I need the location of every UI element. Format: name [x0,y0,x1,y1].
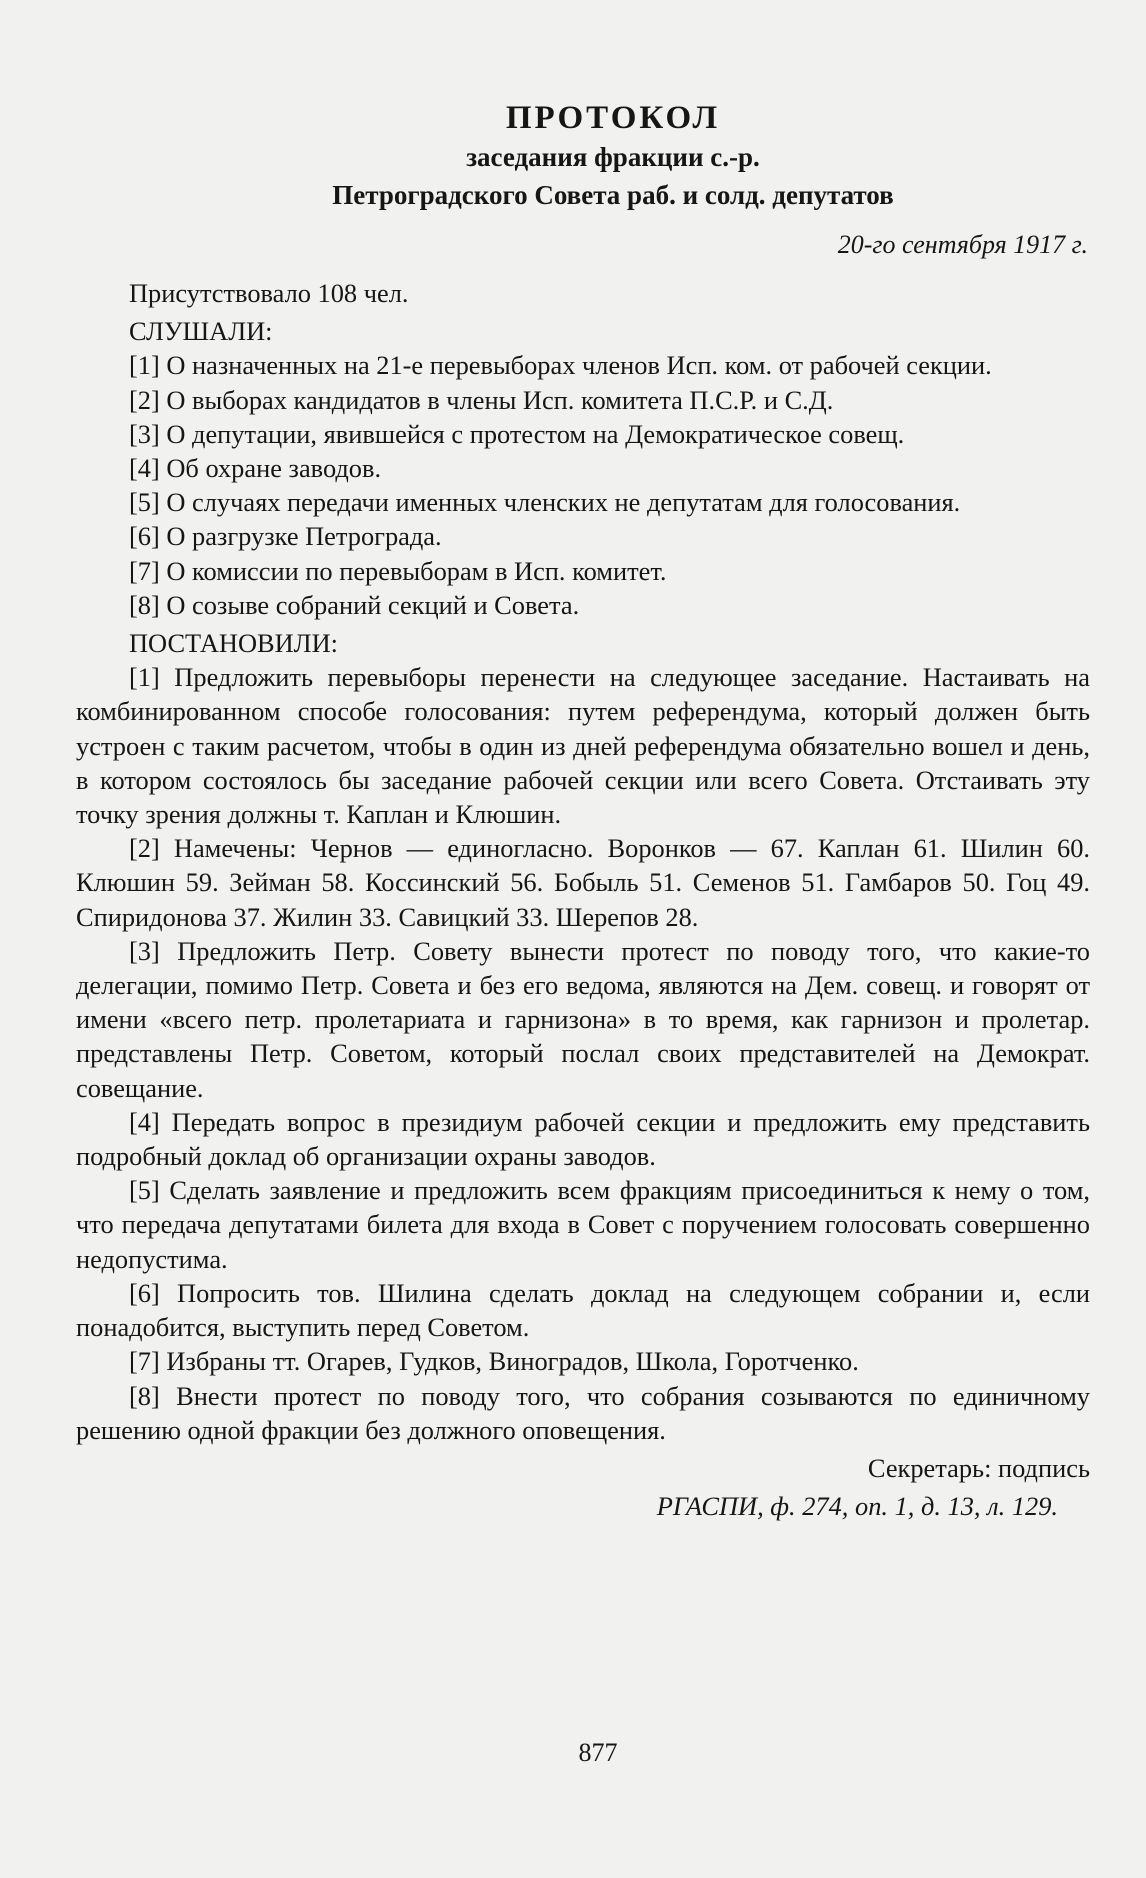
heard-item: [5] О случаях передачи именных членских не депутатам для голосования. [129,487,961,518]
document-subtitle-line-1: заседания фракции с.-р. [466,142,760,172]
heard-item: [4] Об охране заводов. [129,453,382,484]
secretary-signature: Секретарь: подпись [867,1452,1090,1483]
heard-heading: СЛУШАЛИ: [129,316,273,347]
heard-item: [1] О назначенных на 21-е перевыборах членов Исп. ком. от рабочей секции. [129,350,992,381]
resolved-item: [4] Передать вопрос в президиум рабочей секции и предложить ему представить подробный доклад об организации охраны заводов. [76,1106,1090,1172]
heard-item: [7] О комиссии по перевыборам в Исп. комитет. [129,555,667,586]
resolved-heading: ПОСТАНОВИЛИ: [129,628,338,659]
document-subtitle-line-2: Петроградского Совета раб. и солд. депутатов [332,180,894,210]
resolved-item: [2] Намечены: Чернов — единогласно. Воронков — 67. Каплан 61. Шилин 60. Клюшин 59. Зейман 58. Коссинский 56. Бобыль 51. Семенов 51. Гамбаров 50. Гоц 49. Спиридонова 37. Жилин 33. Савицкий 33. Шерепов 28. [76,833,1090,932]
resolved-item: [7] Избраны тт. Огарев, Гудков, Виноградов, Школа, Горотченко. [129,1346,859,1377]
heard-item: [6] О разгрузке Петрограда. [129,521,442,552]
resolved-item: [6] Попросить тов. Шилина сделать доклад на следующем собрании и, если понадобится, выступить перед Советом. [76,1277,1090,1343]
attendance-line: Присутствовало 108 чел. [129,278,409,308]
heard-item: [2] О выборах кандидатов в члены Исп. комитета П.С.Р. и С.Д. [129,384,834,415]
resolved-item: [5] Сделать заявление и предложить всем фракциям присоединиться к нему о том, что передача депутатами билета для входа в Совет с поручением голосовать совершенно недопустима. [76,1175,1090,1274]
document-body [76,276,1090,1485]
resolved-item: [8] Внести протест по поводу того, что собрания созываются по единичному решению одной фракции без должного оповещения. [76,1380,1090,1445]
resolved-item: [3] Предложить Петр. Совету вынести протест по поводу того, что какие-то делегации, помимо Петр. Совета и без его ведома, являются на Дем. совещ. и говорят от имени «всего петр. пролетариата и гарнизона» в то время, как гарнизон и пролетар. представлены Петр. Советом, который послал своих представителей на Демократ. совещание. [76,935,1090,1103]
document-date: 20-го сентября 1917 г. [837,230,1088,259]
heard-item: [8] О созыве собраний секций и Совета. [129,589,580,620]
archive-source: РГАСПИ, ф. 274, оп. 1, д. 13, л. 129. [656,1491,1058,1522]
resolved-item: [1] Предложить перевыборы перенести на следующее заседание. Настаивать на комбинированном способе голосования: путем референдума, который должен быть устроен с таким расчетом, чтобы в один из дней референдума обязательно вошел и день, в котором состоялось бы заседание рабочей секции или всего Совета. Отстаивать эту точку зрения должны т. Каплан и Клюшин. [76,662,1090,830]
document-title: ПРОТОКОЛ [505,100,721,136]
page-number: 877 [578,1738,618,1767]
heard-item: [3] О депутации, явившейся с протестом на Демократическое совещ. [129,418,905,449]
